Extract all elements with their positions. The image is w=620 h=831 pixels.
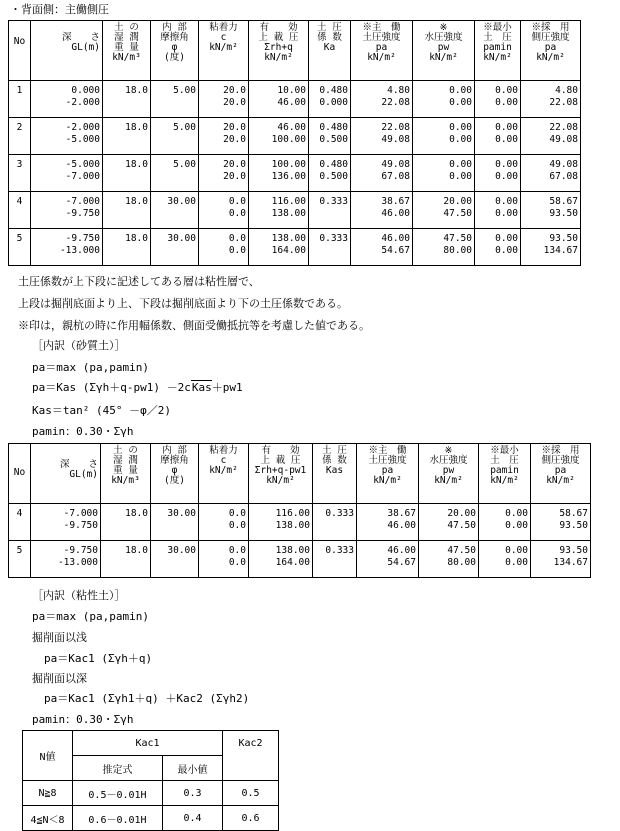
pamin-cell-value: 0.00 <box>505 557 528 568</box>
depth-cell <box>31 229 103 266</box>
layer-no <box>9 504 31 541</box>
layer-no <box>9 192 31 229</box>
pw-cell-value: 0.00 <box>449 171 472 182</box>
overburden-cell-value: 138.00 <box>275 545 310 556</box>
cohesion-cell-value: 20.0 <box>223 134 246 145</box>
sand-formula-1: pa＝max (pa,pamin) <box>32 361 149 374</box>
unit-weight-cell <box>101 541 151 578</box>
adopted-cell-value: 4.80 <box>555 85 578 96</box>
clay-formula-1: pa＝max (pa,pamin) <box>32 610 149 623</box>
overburden-cell-value: 116.00 <box>275 508 310 519</box>
formula-header: 推定式 <box>73 756 163 781</box>
overburden-cell <box>249 81 309 118</box>
coeff-cell <box>309 81 351 118</box>
friction-angle-cell <box>151 155 199 192</box>
col-depth: 深 さ GL(m) <box>31 21 103 81</box>
friction-angle-cell <box>151 81 199 118</box>
kac2-header: Kac2 <box>223 731 279 756</box>
table-row <box>9 229 581 266</box>
pw-cell-value: 20.00 <box>447 508 476 519</box>
layer-no-value: 4 <box>16 508 23 519</box>
pa-cell <box>351 155 413 192</box>
friction-angle-cell <box>151 504 199 541</box>
pamin-cell <box>475 118 521 155</box>
cohesion-cell-value: 0.0 <box>228 545 246 556</box>
depth-cell <box>31 118 103 155</box>
sand-formula-3: Kas＝tan² (45° －φ／2) <box>32 404 171 417</box>
coeff-cell <box>309 155 351 192</box>
coeff-cell-value: 0.333 <box>325 545 354 556</box>
adopted-cell-value: 22.08 <box>549 97 578 108</box>
pamin-cell-value: 0.00 <box>495 233 518 244</box>
pamin-cell-value: 0.00 <box>495 208 518 219</box>
pw-cell <box>413 155 475 192</box>
pa-cell <box>351 81 413 118</box>
pw-cell-value: 0.00 <box>449 97 472 108</box>
cohesion-cell <box>199 229 249 266</box>
pamin-cell <box>475 155 521 192</box>
overburden-cell-value: 116.00 <box>271 196 306 207</box>
col-pamin: ※最小 土 圧 pamin kN/m² <box>479 444 531 504</box>
friction-angle-cell <box>151 118 199 155</box>
clay-formula-5: pa＝Kac1 (Σγh1＋q) ＋Kac2 (Σγh2) <box>44 692 250 705</box>
adopted-cell <box>521 192 581 229</box>
col-adopted: ※採 用 側圧強度 pa kN/m² <box>531 444 591 504</box>
adopted-cell <box>521 118 581 155</box>
unit-weight-cell-value: 18.0 <box>125 508 148 519</box>
section-title: ・背面側：主働側圧 <box>10 3 109 16</box>
overburden-cell-value: 138.00 <box>271 208 306 219</box>
cohesion-cell-value: 0.0 <box>228 208 246 219</box>
kac-table <box>22 730 279 831</box>
friction-angle-cell-value: 30.00 <box>167 233 196 244</box>
sqrt-kas: Kas <box>191 381 212 394</box>
pa-cell-value: 49.08 <box>381 159 410 170</box>
pw-cell-value: 20.00 <box>443 196 472 207</box>
overburden-cell-value: 164.00 <box>275 557 310 568</box>
pw-cell-value: 47.50 <box>443 233 472 244</box>
col-coeff: 土 圧 係 数 Ka <box>309 21 351 81</box>
table-row <box>9 541 591 578</box>
layer-no-value: 1 <box>16 85 23 96</box>
adopted-cell-value: 93.50 <box>559 545 588 556</box>
cohesion-cell-value: 20.0 <box>223 122 246 133</box>
depth-cell <box>31 504 101 541</box>
pa-cell-value: 54.67 <box>381 245 410 256</box>
depth-cell <box>31 81 103 118</box>
kac-header-row <box>23 731 279 756</box>
unit-weight-cell <box>103 192 151 229</box>
col-unit-weight: 土 の 湿 潤 重 量 kN/m³ <box>101 444 151 504</box>
cohesion-cell-value: 0.0 <box>228 520 246 531</box>
pa-cell-value: 49.08 <box>381 134 410 145</box>
clay-formula-2: 掘削面以浅 <box>32 631 87 644</box>
cohesion-cell <box>199 504 249 541</box>
pa-cell-value: 67.08 <box>381 171 410 182</box>
sand-formula-4: pamin：0.30・Σγh <box>32 425 134 438</box>
adopted-cell-value: 49.08 <box>549 159 578 170</box>
table-row <box>9 504 591 541</box>
col-no: No <box>9 444 31 504</box>
kac1-header: Kac1 <box>73 731 223 756</box>
coeff-cell <box>313 504 357 541</box>
cohesion-cell-value: 20.0 <box>223 159 246 170</box>
cohesion-cell-value: 0.0 <box>228 508 246 519</box>
overburden-cell-value: 10.00 <box>277 85 306 96</box>
pw-cell <box>413 118 475 155</box>
pa-cell-value: 22.08 <box>381 122 410 133</box>
depth-cell <box>31 155 103 192</box>
overburden-cell <box>249 155 309 192</box>
coeff-cell-value: 0.333 <box>325 508 354 519</box>
layer-no-value: 4 <box>16 196 23 207</box>
col-adopted: ※採 用 側圧強度 pa kN/m² <box>521 21 581 81</box>
n-range: N≧8 <box>23 781 73 806</box>
sand-heading: ［内訳（砂質土）］ <box>32 339 126 352</box>
pamin-cell-value: 0.00 <box>505 545 528 556</box>
pw-cell-value: 47.50 <box>447 545 476 556</box>
col-depth: 深 さ GL(m) <box>31 444 101 504</box>
col-unit-weight: 土 の 湿 潤 重 量 kN/m³ <box>103 21 151 81</box>
table-row <box>9 118 581 155</box>
sand-pressure-table <box>8 443 591 578</box>
col-pw: ※ 水圧強度 pw kN/m² <box>419 444 479 504</box>
table-row <box>9 155 581 192</box>
pamin-cell <box>479 541 531 578</box>
pamin-cell-value: 0.00 <box>495 245 518 256</box>
friction-angle-cell <box>151 541 199 578</box>
friction-angle-cell <box>151 229 199 266</box>
depth-cell <box>31 192 103 229</box>
depth-cell-value: 0.000 <box>71 85 100 96</box>
pa-cell <box>357 504 419 541</box>
coeff-cell-value <box>311 208 348 220</box>
pa-cell-value: 46.00 <box>381 208 410 219</box>
overburden-cell-value: 136.00 <box>271 171 306 182</box>
adopted-cell <box>521 81 581 118</box>
pa-cell <box>351 229 413 266</box>
pw-cell-value: 0.00 <box>449 134 472 145</box>
pw-cell-value: 0.00 <box>449 159 472 170</box>
pa-cell-value: 38.67 <box>381 196 410 207</box>
clay-formula-6: pamin：0.30・Σγh <box>32 713 134 726</box>
note-line-1: 土圧係数が上下段に記述してある層は粘性層で、 <box>18 275 260 288</box>
col-pw: ※ 水圧強度 pw kN/m² <box>413 21 475 81</box>
adopted-cell-value: 93.50 <box>549 208 578 219</box>
col-friction-angle: 内 部 摩擦角 φ (度) <box>151 21 199 81</box>
pw-cell-value: 47.50 <box>447 520 476 531</box>
note-line-3: ※印は，親杭の時に作用幅係数、側面受働抵抗等を考慮した値である。 <box>18 319 370 332</box>
cohesion-cell <box>199 81 249 118</box>
col-no: No <box>9 21 31 81</box>
coeff-cell <box>313 541 357 578</box>
depth-cell-value: -5.000 <box>65 134 100 145</box>
kac2-blank <box>223 756 279 781</box>
adopted-cell-value: 93.50 <box>559 520 588 531</box>
cohesion-cell-value: 20.0 <box>223 171 246 182</box>
adopted-cell-value: 58.67 <box>549 196 578 207</box>
overburden-cell <box>249 504 313 541</box>
coeff-cell <box>309 229 351 266</box>
unit-weight-cell <box>103 81 151 118</box>
unit-weight-cell <box>103 155 151 192</box>
min-value-header: 最小値 <box>163 756 223 781</box>
clay-heading: ［内訳（粘性土）］ <box>32 589 126 602</box>
unit-weight-cell-value: 18.0 <box>125 85 148 96</box>
coeff-cell-value: 0.500 <box>319 134 348 145</box>
pa-cell-value: 46.00 <box>387 545 416 556</box>
pamin-cell <box>475 81 521 118</box>
layer-no-value: 3 <box>16 159 23 170</box>
pamin-cell-value: 0.00 <box>505 508 528 519</box>
adopted-cell-value: 67.08 <box>549 171 578 182</box>
layer-no-value: 2 <box>16 122 23 133</box>
col-pamin: ※最小 土 圧 pamin kN/m² <box>475 21 521 81</box>
col-cohesion: 粘着力 c kN/m² <box>199 444 249 504</box>
kac1-min: 0.3 <box>163 781 223 806</box>
overburden-cell <box>249 541 313 578</box>
pamin-cell-value: 0.00 <box>495 159 518 170</box>
col-pa: ※主 働 土圧強度 pa kN/m² <box>357 444 419 504</box>
pamin-cell-value: 0.00 <box>495 97 518 108</box>
unit-weight-cell-value: 18.0 <box>125 159 148 170</box>
depth-cell-value: -2.000 <box>65 97 100 108</box>
kac1-formula: 0.6－0.01H <box>73 806 163 831</box>
cohesion-cell <box>199 192 249 229</box>
col-cohesion: 粘着力 c kN/m² <box>199 21 249 81</box>
coeff-cell-value: 0.480 <box>319 159 348 170</box>
overburden-cell-value: 164.00 <box>271 245 306 256</box>
coeff-cell-value: 0.000 <box>319 97 348 108</box>
pamin-cell-value: 0.00 <box>495 171 518 182</box>
adopted-cell <box>521 229 581 266</box>
pw-cell-value: 0.00 <box>449 122 472 133</box>
friction-angle-cell-value: 30.00 <box>167 196 196 207</box>
pa-cell-value: 22.08 <box>381 97 410 108</box>
pa-cell-value: 54.67 <box>387 557 416 568</box>
n-value-header: N値 <box>23 731 73 781</box>
coeff-cell-value: 0.480 <box>319 85 348 96</box>
cohesion-cell-value: 0.0 <box>228 233 246 244</box>
pa-cell <box>357 541 419 578</box>
pw-cell-value: 80.00 <box>447 557 476 568</box>
depth-cell-value: -2.000 <box>65 122 100 133</box>
pa-cell <box>351 192 413 229</box>
depth-cell-value: -9.750 <box>63 545 98 556</box>
adopted-cell-value: 93.50 <box>549 233 578 244</box>
kac2-value: 0.5 <box>223 781 279 806</box>
pamin-cell-value: 0.00 <box>505 520 528 531</box>
overburden-cell <box>249 118 309 155</box>
coeff-cell-value: 0.333 <box>319 233 348 244</box>
unit-weight-cell <box>103 118 151 155</box>
pamin-cell-value: 0.00 <box>495 122 518 133</box>
cohesion-cell <box>199 541 249 578</box>
depth-cell-value: -13.000 <box>57 557 98 568</box>
layer-no-value: 5 <box>16 233 23 244</box>
col-coeff: 土 圧 係 数 Kas <box>313 444 357 504</box>
overburden-cell-value: 46.00 <box>277 122 306 133</box>
pamin-cell-value: 0.00 <box>495 85 518 96</box>
table-row <box>9 81 581 118</box>
depth-cell-value: -5.000 <box>65 159 100 170</box>
depth-cell-value: -9.750 <box>65 208 100 219</box>
friction-angle-cell-value: 30.00 <box>167 508 196 519</box>
adopted-cell <box>521 155 581 192</box>
overburden-cell-value: 138.00 <box>275 520 310 531</box>
cohesion-cell-value: 20.0 <box>223 97 246 108</box>
cohesion-cell-value: 0.0 <box>228 196 246 207</box>
overburden-cell-value: 138.00 <box>271 233 306 244</box>
layer-no <box>9 541 31 578</box>
col-overburden: 有 効 上 載 圧 Σrh+q kN/m² <box>249 21 309 81</box>
table-header-row <box>9 21 581 81</box>
adopted-cell <box>531 504 591 541</box>
layer-no <box>9 229 31 266</box>
unit-weight-cell-value: 18.0 <box>125 196 148 207</box>
n-range: 4≦N＜8 <box>23 806 73 831</box>
pw-cell <box>419 504 479 541</box>
friction-angle-cell-value: 5.00 <box>173 122 196 133</box>
layer-no-value: 5 <box>16 545 23 556</box>
pamin-cell <box>475 229 521 266</box>
pamin-cell-value: 0.00 <box>495 196 518 207</box>
pw-cell <box>419 541 479 578</box>
depth-cell-value: -7.000 <box>65 171 100 182</box>
adopted-cell <box>531 541 591 578</box>
cohesion-cell-value: 20.0 <box>223 85 246 96</box>
unit-weight-cell-value: 18.0 <box>125 122 148 133</box>
adopted-cell-value: 134.67 <box>543 245 578 256</box>
pa-cell-value: 46.00 <box>381 233 410 244</box>
layer-no <box>9 118 31 155</box>
depth-cell-value: -9.750 <box>65 233 100 244</box>
adopted-cell-value: 58.67 <box>559 508 588 519</box>
kac1-min: 0.4 <box>163 806 223 831</box>
pa-cell-value: 4.80 <box>387 85 410 96</box>
col-overburden: 有 効 上 載 圧 Σrh+q-pw1 kN/m² <box>249 444 313 504</box>
table-row <box>23 781 279 806</box>
table-row <box>9 192 581 229</box>
pw-cell-value: 0.00 <box>449 85 472 96</box>
kac1-formula: 0.5－0.01H <box>73 781 163 806</box>
layer-no <box>9 155 31 192</box>
depth-cell <box>31 541 101 578</box>
sand-formula-2: pa＝Kas (Σγh＋q-pw1) －2cKas＋pw1 <box>32 381 243 394</box>
coeff-cell <box>309 118 351 155</box>
unit-weight-cell-value: 18.0 <box>125 233 148 244</box>
pamin-cell-value: 0.00 <box>495 134 518 145</box>
overburden-cell-value: 100.00 <box>271 159 306 170</box>
adopted-cell-value: 134.67 <box>553 557 588 568</box>
overburden-cell-value: 46.00 <box>277 97 306 108</box>
depth-cell-value: -7.000 <box>63 508 98 519</box>
friction-angle-cell-value: 30.00 <box>167 545 196 556</box>
friction-angle-cell-value: 5.00 <box>173 85 196 96</box>
pa-cell-value: 46.00 <box>387 520 416 531</box>
pa-cell-value: 38.67 <box>387 508 416 519</box>
coeff-cell <box>309 192 351 229</box>
table-header-row <box>9 444 591 504</box>
depth-cell-value: -7.000 <box>65 196 100 207</box>
main-pressure-table <box>8 20 581 266</box>
adopted-cell-value: 22.08 <box>549 122 578 133</box>
overburden-cell <box>249 229 309 266</box>
pw-cell-value: 47.50 <box>443 208 472 219</box>
cohesion-cell-value: 0.0 <box>228 245 246 256</box>
cohesion-cell-value: 0.0 <box>228 557 246 568</box>
col-friction-angle: 内 部 摩擦角 φ (度) <box>151 444 199 504</box>
coeff-cell-value: 0.333 <box>319 196 348 207</box>
coeff-cell-value: 0.500 <box>319 171 348 182</box>
depth-cell-value: -9.750 <box>63 520 98 531</box>
cohesion-cell <box>199 155 249 192</box>
pamin-cell <box>479 504 531 541</box>
friction-angle-cell-value: 5.00 <box>173 159 196 170</box>
depth-cell-value: -13.000 <box>59 245 100 256</box>
clay-formula-3: pa＝Kac1 (Σγh＋q) <box>44 652 153 665</box>
adopted-cell-value: 49.08 <box>549 134 578 145</box>
unit-weight-cell-value: 18.0 <box>125 545 148 556</box>
friction-angle-cell <box>151 192 199 229</box>
pa-cell <box>351 118 413 155</box>
col-pa: ※主 働 土圧強度 pa kN/m² <box>351 21 413 81</box>
cohesion-cell <box>199 118 249 155</box>
pamin-cell <box>475 192 521 229</box>
pw-cell-value: 80.00 <box>443 245 472 256</box>
unit-weight-cell <box>103 229 151 266</box>
unit-weight-cell <box>101 504 151 541</box>
kac2-value: 0.6 <box>223 806 279 831</box>
pw-cell <box>413 81 475 118</box>
note-line-2: 上段は掘削底面より上、下段は掘削底面より下の土圧係数である。 <box>18 297 348 310</box>
pw-cell <box>413 192 475 229</box>
overburden-cell-value: 100.00 <box>271 134 306 145</box>
overburden-cell <box>249 192 309 229</box>
table-row <box>23 806 279 831</box>
coeff-cell-value: 0.480 <box>319 122 348 133</box>
clay-formula-4: 掘削面以深 <box>32 672 87 685</box>
layer-no <box>9 81 31 118</box>
coeff-cell-value <box>311 245 348 257</box>
pw-cell <box>413 229 475 266</box>
